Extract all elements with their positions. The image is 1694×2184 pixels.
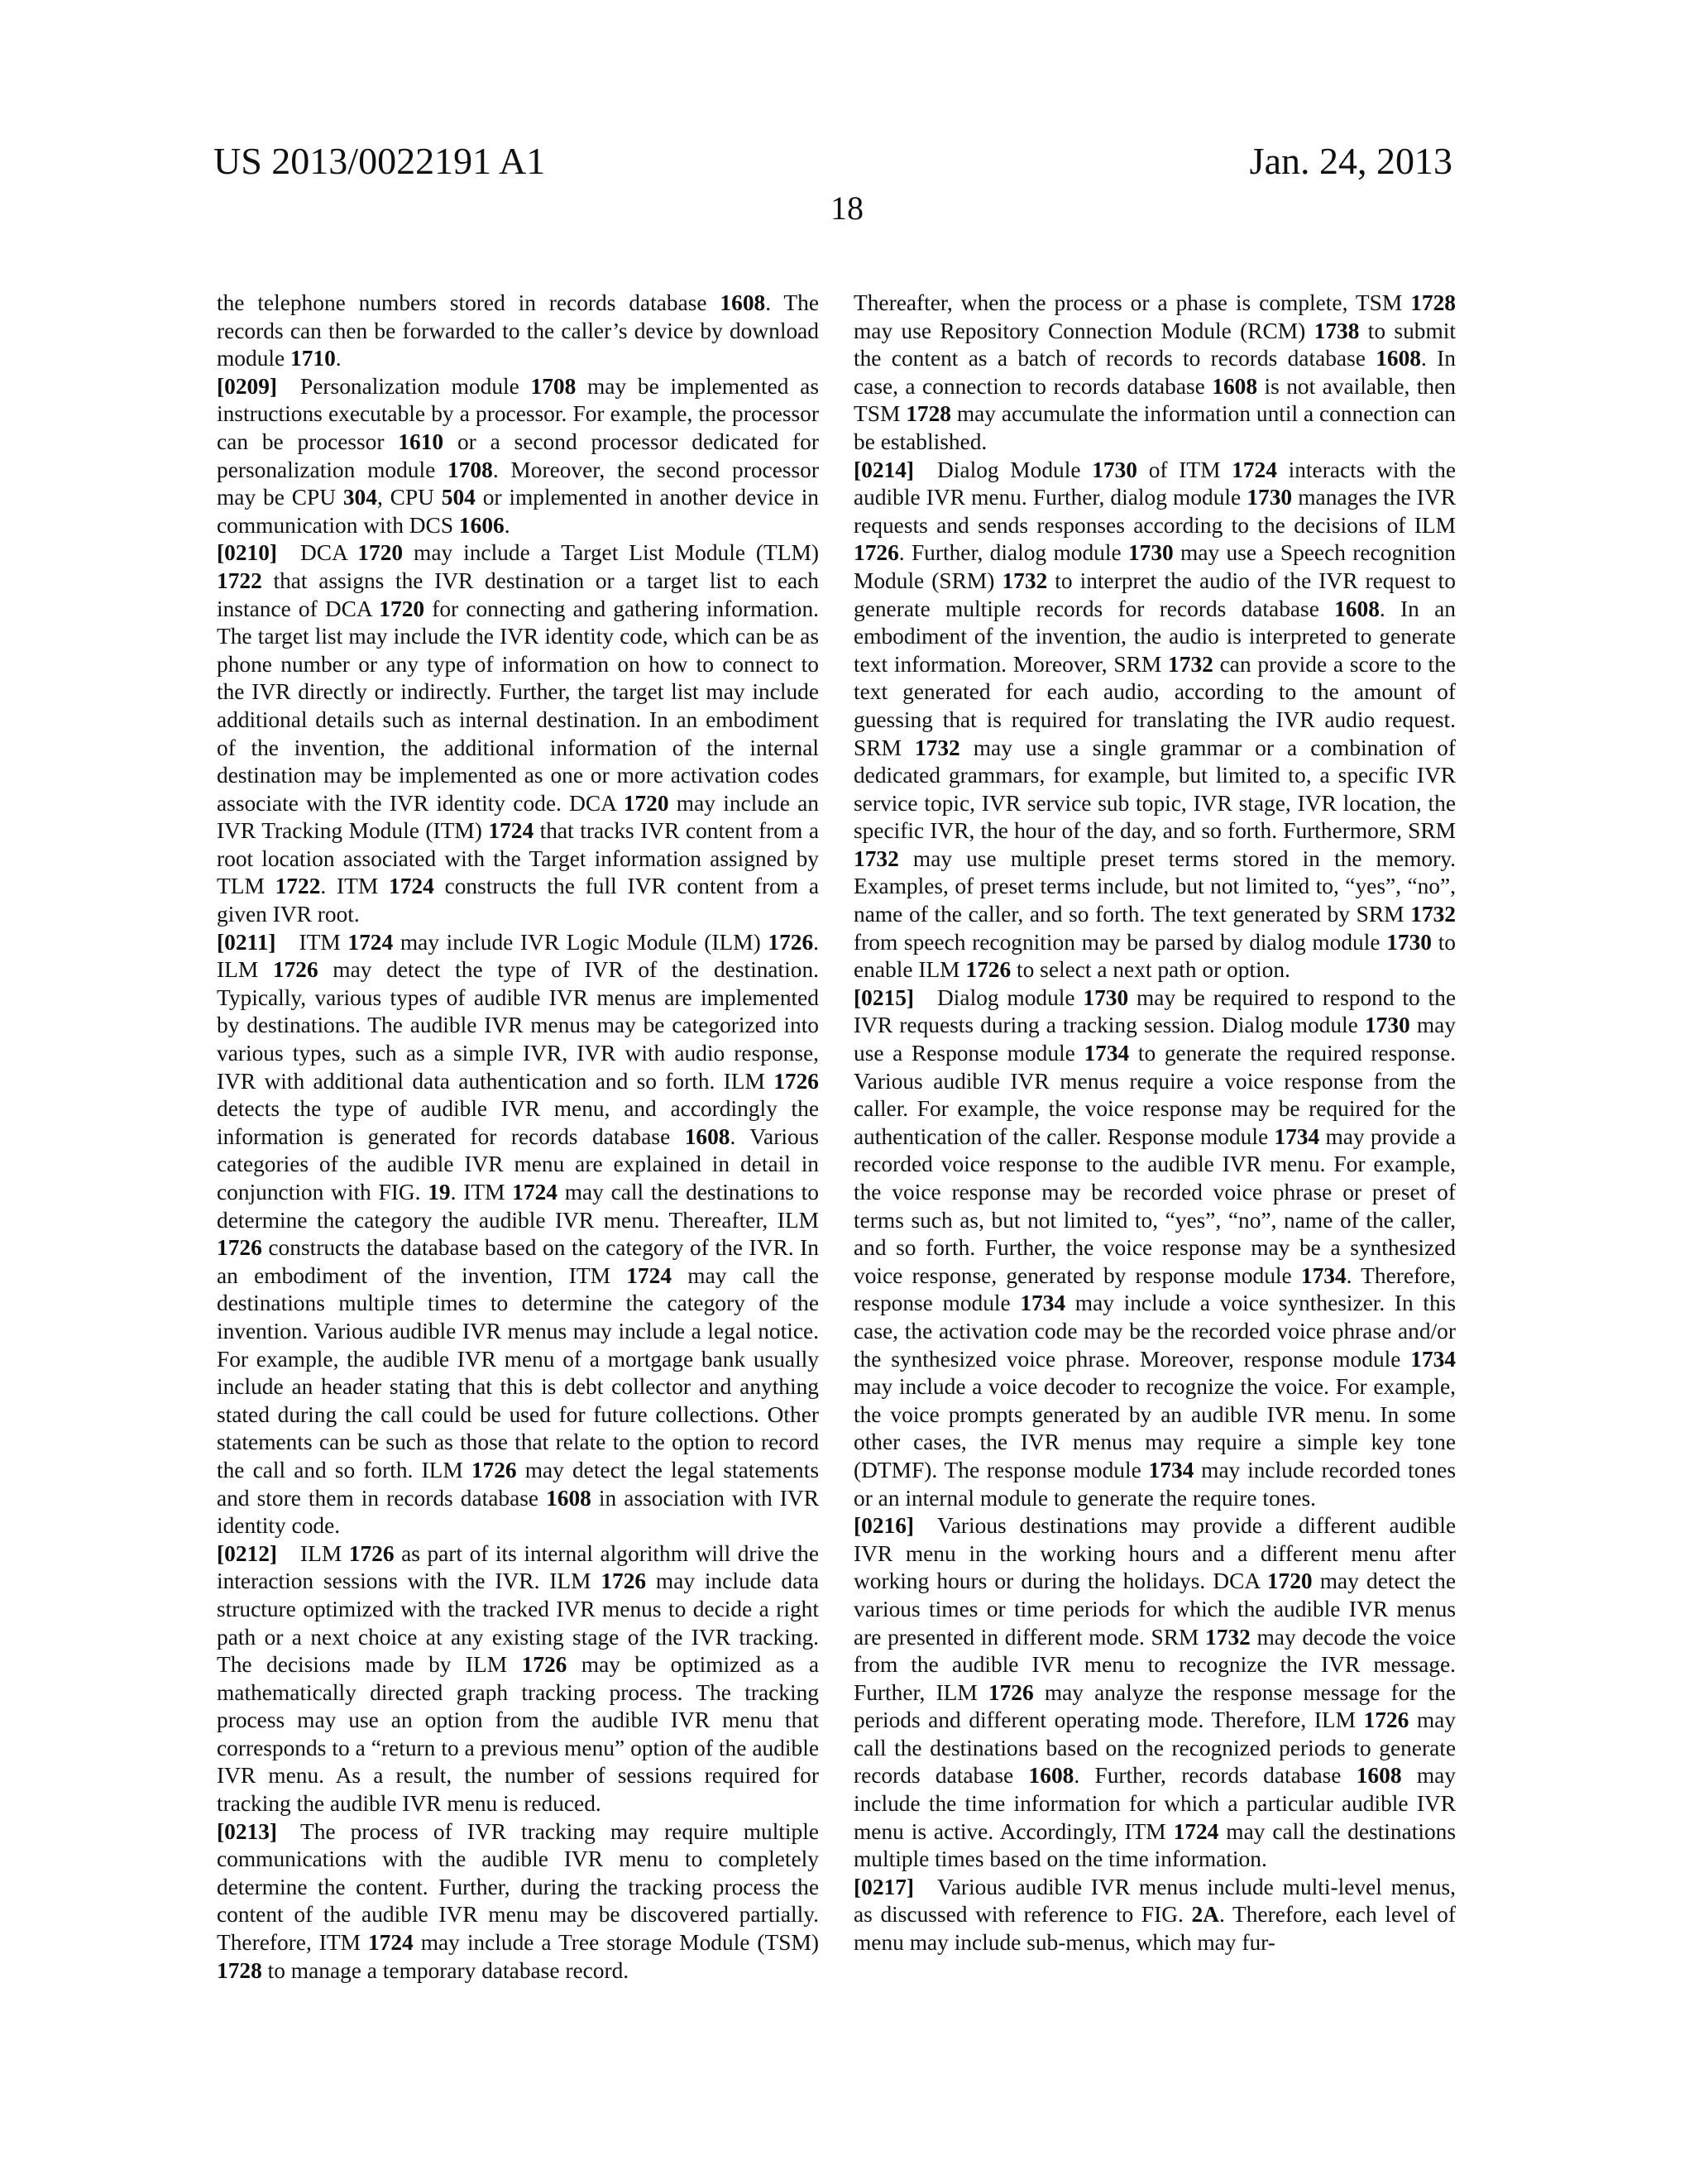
reference-numeral: 1726 [988,1679,1034,1705]
reference-numeral: 1608 [720,290,766,315]
paragraph-text: ITM [299,929,348,955]
paragraph-text: , CPU [376,485,442,510]
reference-numeral: 1608 [1356,1763,1402,1789]
paragraph-text: . In case, a connection to records database [854,346,1456,399]
reference-numeral: 1732 [854,845,899,871]
reference-numeral: 1726 [272,957,318,983]
paragraph-text: may call the destinations based on the recognized periods to generate records database [854,1707,1456,1789]
reference-numeral: 1732 [1168,651,1213,677]
paragraph-text: . Various categories of the audible IVR menu are explained in detail in conjunction with FIG. [217,1123,819,1205]
paragraph-text: to interpret the audio of the IVR request to generate multiple records for records database [854,568,1456,621]
reference-numeral: 1730 [1092,457,1137,482]
publication-number: US 2013/0022191 A1 [213,140,546,182]
paragraph-text: manages the IVR requests and sends responses according to the decisions of ILM [854,485,1456,538]
paragraph-number: [0210] [217,540,278,566]
paragraph-text: to generate the required response. Various audible IVR menus require a voice response from the caller. For example, the voice response may be required for the authentication of the caller. Response module [854,1041,1456,1149]
reference-numeral: 1722 [217,568,262,593]
paragraph-text: may decode the voice from the audible IVR menu to recognize the IVR message. Further, ILM [854,1624,1456,1705]
paragraph-0209 [217,373,819,540]
reference-numeral: 1724 [1232,457,1277,482]
reference-numeral: 1724 [389,874,434,899]
paragraph-text: the telephone numbers stored in records database [217,290,720,315]
paragraph-text: Personalization module [300,373,531,399]
paragraph-text: may include data structure optimized with the tracked IVR menus to decide a right path or a next choice at any existing stage of the IVR tracking. The decisions made by ILM [217,1569,819,1678]
reference-numeral: 1608 [684,1123,730,1149]
paragraph-text: to submit the content as a batch of records to records database [854,318,1456,371]
paragraph-text: may include a Tree storage Module (TSM) [413,1930,819,1956]
left-text-column [217,290,819,1985]
reference-numeral: 1724 [626,1262,672,1288]
reference-numeral: 1728 [1410,290,1456,315]
reference-numeral: 1724 [367,1930,414,1956]
reference-numeral: 1720 [623,790,669,816]
reference-numeral: 1732 [1205,1624,1251,1650]
paragraph-text: that tracks IVR content from a root location associated with the Target information assigned by TLM [217,818,819,899]
reference-numeral: 2A [1191,1902,1220,1928]
reference-numeral: 1726 [471,1457,517,1482]
paragraph-text: may be implemented as instructions executable by a processor. For example, the processor can be processor [217,373,819,454]
paragraph-text: . [335,346,342,371]
reference-numeral: 1708 [447,457,493,482]
paragraph-number: [0213] [217,1818,278,1844]
paragraph-text: may include a voice synthesizer. In this case, the activation code may be the recorded voice phrase and/or the synthesized voice phrase. Moreover, response module [854,1291,1456,1372]
paragraph-text: may include the time information for which a particular audible IVR menu is active. Accordingly, ITM [854,1763,1456,1844]
page-header [213,139,1452,189]
paragraph-text: can provide a score to the text generated for each audio, according to the amount of guessing that is required for translating the IVR audio request. SRM [854,651,1457,760]
paragraph-0211 [217,929,819,1540]
reference-numeral: 1608 [1334,596,1380,621]
reference-numeral: 1734 [1410,1346,1456,1372]
reference-numeral: 1734 [1300,1262,1347,1288]
reference-numeral: 1730 [1083,984,1129,1010]
reference-numeral: 1726 [348,1540,395,1566]
reference-numeral: 1730 [1247,485,1293,510]
reference-numeral: 1730 [1364,1013,1410,1038]
paragraph-text: of ITM [1137,457,1232,482]
paragraph-text: may be required to respond to the IVR requests during a tracking session. Dialog module [854,984,1456,1038]
reference-numeral: 1726 [965,957,1012,983]
paragraph-text: or implemented in another device in communication with DCS [217,485,819,538]
publication-date: Jan. 24, 2013 [1249,140,1452,182]
paragraph-text: as part of its internal algorithm will drive the interaction sessions with the IVR. ILM [217,1540,819,1594]
reference-numeral: 1724 [488,818,534,844]
paragraph-number: [0212] [217,1540,278,1566]
reference-numeral: 1726 [854,540,899,566]
reference-numeral: 1738 [1314,318,1360,343]
reference-numeral: 1724 [347,929,394,955]
paragraph-text: may detect the legal statements and store them in records database [217,1457,819,1511]
paragraph-text: may include a voice decoder to recognize the voice. For example, the voice prompts generated by an audible IVR menu. In some other cases, the IVR menus may require a simple key tone (DTMF). The response module [854,1374,1456,1482]
paragraph-text: may detect the various times or time periods for which the audible IVR menus are presented in different mode. SRM [854,1569,1456,1650]
paragraph-text: may detect the type of IVR of the destination. Typically, various types of audible IVR menus are implemented by destinations. The audible IVR menus may be categorized into various types, such as a simple IVR, IVR with audio response, IVR with additional data authentication and so forth. ILM [217,957,820,1094]
paragraph-text: DCA [300,540,358,566]
paragraph-continued [854,290,1456,457]
reference-numeral: 1730 [1386,929,1432,955]
paragraph-0212 [217,1540,819,1818]
reference-numeral: 1710 [290,346,336,371]
paragraph-text: detects the type of audible IVR menu, and accordingly the information is generated for records database [217,1096,819,1149]
paragraph-text: may use a Response module [854,1013,1456,1066]
paragraph-text: may use multiple preset terms stored in the memory. Examples, of preset terms include, but not limited to, “yes”, “no”, name of the caller, and so forth. The text generated by SRM [854,845,1456,927]
reference-numeral: 1720 [1266,1569,1313,1594]
paragraph-text: that assigns the IVR destination or a target list to each instance of DCA [217,568,819,621]
reference-numeral: 1610 [398,429,444,454]
paragraph-text: . [504,512,510,538]
reference-numeral: 1730 [1127,540,1174,566]
paragraph-text: Various destinations may provide a different audible IVR menu in the working hours and a different menu after working hours or during the holidays. DCA [854,1513,1456,1594]
paragraph-text: for connecting and gathering information. The target list may include the IVR identity code, which can be as phone number or any type of information on how to connect to the IVR directly or indirectly. Further, the target list may include additional details such as internal destination. In an embodiment of the invention, the additional information of the internal destination may be implemented as one or more activation codes associate with the IVR identity code. DCA [217,596,820,816]
right-text-column [854,290,1456,1957]
paragraph-text: may include a Target List Module (TLM) [403,540,819,566]
paragraph-text: . ITM [450,1180,513,1205]
paragraph-text: Dialog module [937,984,1084,1010]
paragraph-text: may accumulate the information until a connection can be established. [854,401,1457,454]
reference-numeral: 1724 [512,1180,557,1205]
reference-numeral: 1608 [546,1485,591,1511]
page-number: 18 [830,189,864,227]
paragraph-0216 [854,1512,1456,1874]
reference-numeral: 504 [441,485,476,510]
reference-numeral: 1720 [357,540,404,566]
reference-numeral: 1708 [530,373,577,399]
paragraph-text: may include recorded tones or an internal module to generate the require tones. [854,1457,1456,1511]
paragraph-text: . ITM [320,874,390,899]
reference-numeral: 1722 [275,874,321,899]
paragraph-text: may use Repository Connection Module (RCM) [854,318,1314,343]
paragraph-text: interacts with the audible IVR menu. Further, dialog module [854,457,1457,510]
paragraph-text: to select a next path or option. [1011,957,1290,983]
paragraph-continued [217,290,819,373]
reference-numeral: 1726 [773,1068,819,1094]
reference-numeral: 304 [342,485,377,510]
paragraph-number: [0215] [854,984,915,1010]
paragraph-text: may use a single grammar or a combination of dedicated grammars, for example, but limited to, a specific IVR service topic, IVR service sub topic, IVR stage, IVR location, the specific IVR, the hour of the day, and so forth. Furthermore, SRM [854,735,1456,844]
paragraph-text: is not available, then TSM [854,373,1456,427]
paragraph-text: may use a Speech recognition Module (SRM) [854,540,1457,593]
paragraph-number: [0209] [217,373,278,399]
paragraph-text: may call the destinations to determine the category the audible IVR menu. Thereafter, ILM [217,1180,819,1233]
reference-numeral: 1726 [217,1235,262,1261]
paragraph-text: may analyze the response message for the periods and different operating mode. Therefore, ILM [854,1679,1456,1733]
reference-numeral: 1726 [1363,1707,1409,1733]
paragraph-text: in association with IVR identity code. [217,1485,819,1539]
paragraph-number: [0214] [854,457,915,482]
reference-numeral: 1734 [1274,1123,1320,1149]
paragraph-text: to manage a temporary database record. [261,1957,629,1983]
paragraph-text: . Therefore, each level of menu may include sub-menus, which may fur- [854,1902,1456,1956]
paragraph-text: may be optimized as a mathematically directed graph tracking process. The tracking process may use an option from the audible IVR menu that corresponds to a “return to a previous menu” option of the audible IVR menu. As a result, the number of sessions required for tracking the audible IVR menu is reduced. [217,1652,819,1817]
reference-numeral: 1732 [1410,902,1456,927]
paragraph-0213 [217,1818,819,1985]
reference-numeral: 1734 [1084,1041,1130,1066]
paragraph-text: constructs the full IVR content from a given IVR root. [217,874,820,927]
paragraph-text: . The records can then be forwarded to the caller’s device by download module [217,290,819,371]
paragraph-text: . Therefore, response module [854,1262,1456,1316]
paragraph-text: or a second processor dedicated for personalization module [217,429,819,482]
paragraph-text: from speech recognition may be parsed by dialog module [854,929,1387,955]
reference-numeral: 1734 [1020,1291,1066,1316]
reference-numeral: 1726 [521,1652,567,1678]
reference-numeral: 1608 [1028,1763,1074,1789]
paragraph-number: [0211] [217,929,276,955]
paragraph-text: may call the destinations multiple times to determine the category of the invention. Various audible IVR menus may include a legal notice. For example, the audible IVR menu of a mortgage bank usually include an header stating that this is debt collector and anything stated during the call could be used for future collections. Other statements can be such as those that relate to the option to record the call and so forth. ILM [217,1262,819,1482]
reference-numeral: 1728 [217,1957,262,1983]
paragraph-text: may call the destinations multiple times based on the time information. [854,1818,1456,1872]
reference-numeral: 19 [428,1180,451,1205]
paragraph-number: [0216] [854,1513,915,1539]
reference-numeral: 1734 [1148,1457,1194,1482]
paragraph-text: may include IVR Logic Module (ILM) [393,929,768,955]
paragraph-text: The process of IVR tracking may require multiple communications with the audible IVR menu to completely determine the content. Further, during the tracking process the content of the audible IVR menu may be discovered partially. Therefore, ITM [217,1818,819,1956]
paragraph-text: Thereafter, when the process or a phase is complete, TSM [854,290,1411,315]
reference-numeral: 1720 [379,596,425,621]
paragraph-text: Dialog Module [937,457,1093,482]
paragraph-number: [0217] [854,1874,915,1899]
reference-numeral: 1608 [1376,346,1421,371]
paragraph-text: . Moreover, the second processor may be CPU [217,457,819,510]
paragraph-text: constructs the database based on the category of the IVR. In an embodiment of the invention, ITM [217,1235,819,1288]
paragraph-0214 [854,457,1456,984]
paragraph-text: Various audible IVR menus include multi-level menus, as discussed with reference to FIG. [854,1874,1456,1928]
reference-numeral: 1608 [1212,373,1258,399]
reference-numeral: 1726 [601,1569,647,1594]
paragraph-text: . Further, dialog module [898,540,1128,566]
paragraph-text: to enable ILM [854,929,1456,983]
paragraph-text: . In an embodiment of the invention, the audio is interpreted to generate text information. Moreover, SRM [854,596,1456,677]
paragraph-0210 [217,539,819,928]
paragraph-text: may provide a recorded voice response to the audible IVR menu. For example, the voice response may be recorded voice phrase or preset of terms such as, but not limited to, “yes”, “no”, name of the caller, and so forth. Further, the voice response may be a synthesized voice response, generated by response module [854,1123,1456,1288]
paragraph-text: . ILM [217,929,820,983]
reference-numeral: 1724 [1173,1818,1219,1844]
reference-numeral: 1726 [768,929,814,955]
paragraph-text: may include an IVR Tracking Module (ITM) [217,790,819,844]
reference-numeral: 1732 [1002,568,1048,593]
paragraph-0215 [854,984,1456,1512]
reference-numeral: 1606 [458,512,505,538]
paragraph-0217 [854,1874,1456,1957]
paragraph-text: . Further, records database [1074,1763,1357,1789]
reference-numeral: 1728 [906,401,951,427]
paragraph-text: ILM [300,1540,349,1566]
reference-numeral: 1732 [914,735,960,760]
